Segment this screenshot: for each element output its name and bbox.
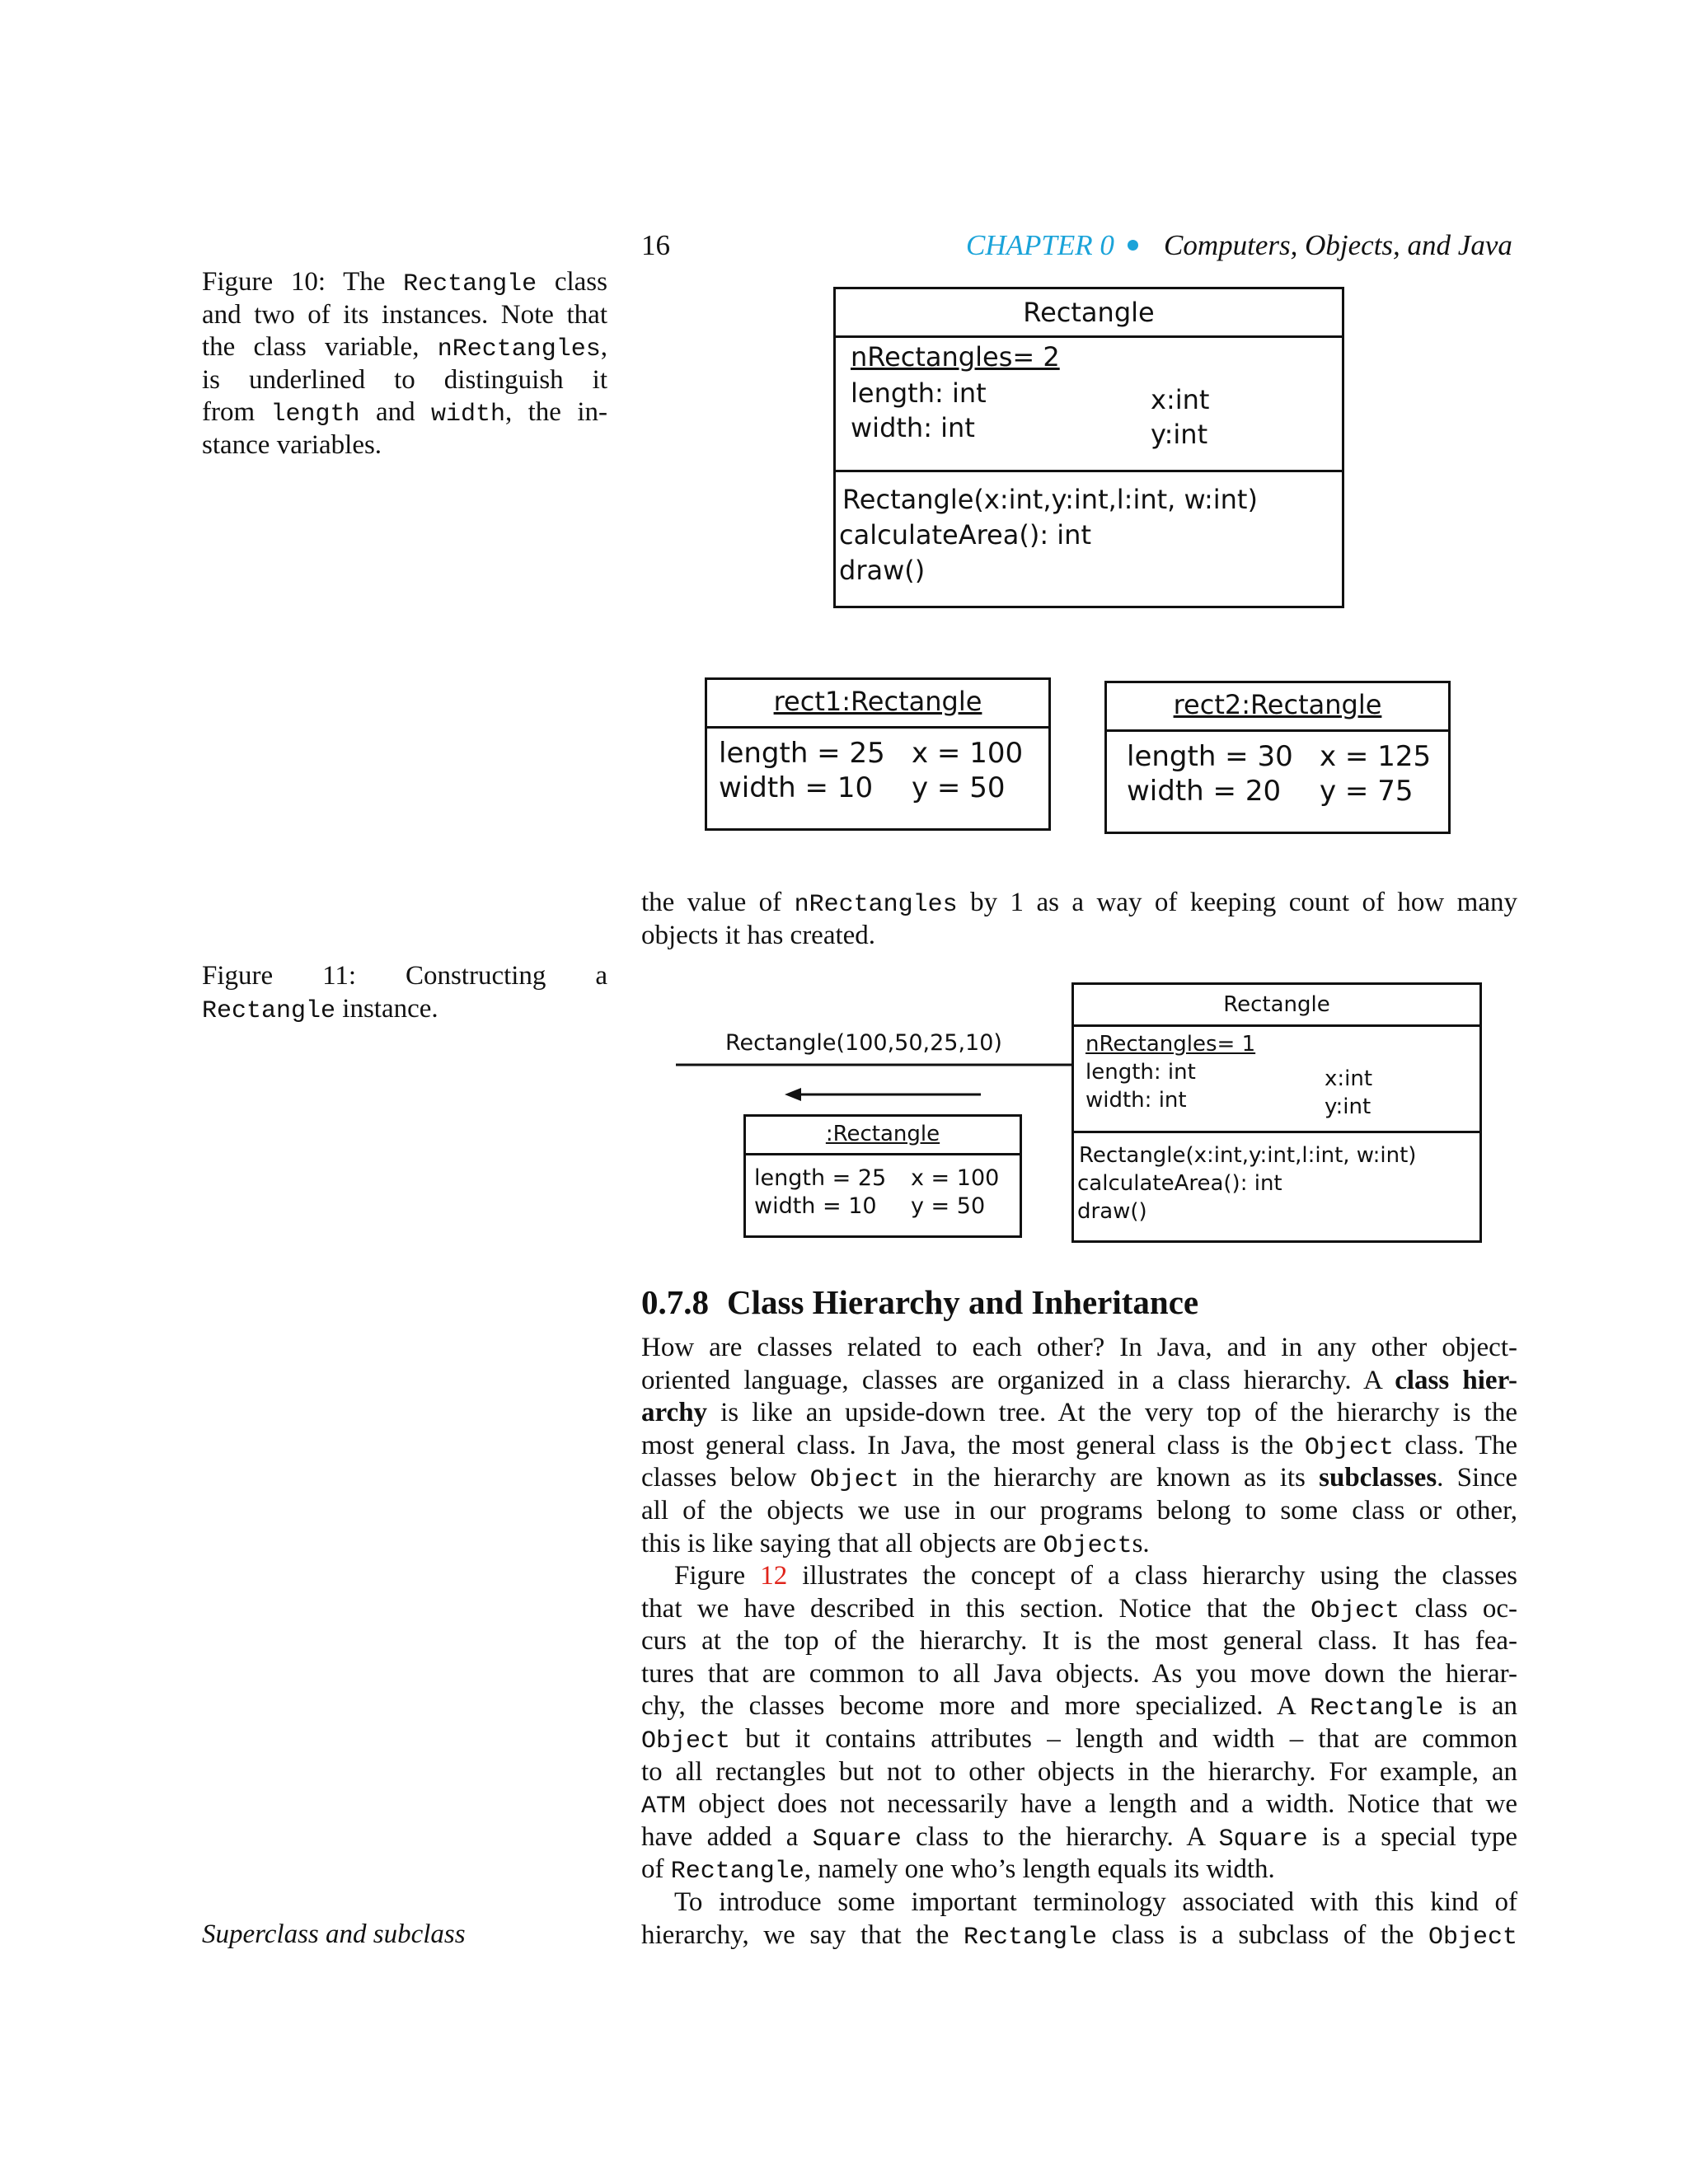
paragraph-terminology: To introduce some important terminology associated with this kind of hierarchy, we say that the Rectangle class is a subclass of the Object (641, 1887, 1517, 1952)
fig11-call-label: Rectangle(100,50,25,10) (725, 1030, 1002, 1056)
fig11-method-draw: draw() (1077, 1199, 1147, 1224)
fig10-attr-width: width: int (851, 412, 975, 443)
fig10-class-box (833, 287, 1344, 608)
fig11-attr-length: length: int (1085, 1060, 1196, 1085)
fig11-instance-y: y = 50 (911, 1193, 986, 1219)
rect1-width: width = 10 (719, 771, 874, 804)
fig11-method-area: calculateArea(): int (1077, 1171, 1282, 1196)
paragraph-figure12: Figure 12 illustrates the concept of a class hierarchy using the classes that we have described in this section. Notice that the Object class oc- curs at the top of the hierarchy. It is the most general class. It has fea- tures that are common to all Java objects. As you move down the hierar- chy, the classes become more and more specialized. A Rectangle is an Object but it contains attributes – length and width – that are common to all rectangles but not to other objects in the hierarchy. For example, an ATM object does not necessarily have a length and a width. Notice that we have added a Square class to the hierarchy. A Square is a special type of Rectangle, namely one who’s length equals its width. (641, 1561, 1518, 1886)
rect2-length: length = 30 (1127, 740, 1293, 773)
paragraph-class-hierarchy: How are classes related to each other? In Java, and in any other object- oriented language, classes are organized in a class hierarchy. A class hier- archy is like an upside-down tree. At the very top of the hierarchy is the most general class. In Java, the most general class is the Object class. The classes below Object in the hierarchy are known as its subclasses. Since all of the objects we use in our programs belong to some class or other, this is like saying that all objects are Objects. (641, 1333, 1518, 1560)
rect1-y: y = 50 (912, 771, 1006, 804)
fig10-attr-x: x:int (1151, 384, 1210, 415)
fig11-class-box (1071, 982, 1482, 1243)
rect1-x: x = 100 (912, 737, 1024, 770)
fig11-attr-width: width: int (1085, 1088, 1187, 1113)
margin-note-superclass: Superclass and subclass (202, 1919, 466, 1949)
fig11-attributes (1074, 1027, 1479, 1131)
fig10-method-constructor: Rectangle(x:int,y:int,l:int, w:int) (842, 484, 1258, 515)
rect2-width: width = 20 (1127, 775, 1282, 808)
fig11-attr-x: x:int (1325, 1066, 1373, 1091)
fig10-method-draw: draw() (839, 555, 926, 586)
fig10-static-attr: nRectangles= 2 (851, 341, 1060, 373)
section-number: 0.7.8 (641, 1283, 709, 1321)
fig11-instance-name: :Rectangle (825, 1122, 940, 1146)
chapter-label: CHAPTER 0 (966, 229, 1114, 261)
fig11-instance (743, 1114, 1022, 1238)
chapter-title: Computers, Objects, and Java (1164, 229, 1512, 261)
section-heading (641, 1282, 1198, 1322)
fig11-static-attr: nRectangles= 1 (1085, 1032, 1256, 1057)
fig10-attr-y: y:int (1151, 419, 1208, 450)
fig11-instance-length: length = 25 (754, 1165, 887, 1191)
fig10-instance-rect1 (705, 677, 1051, 831)
fig10-attributes (836, 338, 1342, 470)
fig11-arrows (659, 1022, 1088, 1104)
rect1-name: rect1:Rectangle (773, 686, 982, 717)
rect2-name: rect2:Rectangle (1173, 689, 1382, 720)
fig11-attr-y: y:int (1325, 1094, 1372, 1119)
figure10-caption: Figure 10: The Rectangle class and two of its instances. Note that the class variable, nRectangles, is underlined to distinguish it from length and width, the in- stance variables. (202, 267, 607, 460)
rect1-length: length = 25 (719, 737, 885, 770)
page-number: 16 (641, 229, 670, 261)
fig11-instance-x: x = 100 (911, 1165, 1000, 1191)
paragraph-nrectangles: the value of nRectangles by 1 as a way of keeping count of how many objects it has created. (641, 888, 1517, 950)
section-title: Class Hierarchy and Inheritance (727, 1283, 1199, 1321)
header-bullet-icon (1128, 240, 1138, 251)
fig11-method-constructor: Rectangle(x:int,y:int,l:int, w:int) (1079, 1143, 1417, 1168)
fig11-return-arrowhead-icon (785, 1088, 801, 1101)
figure11-caption: Figure 11: Constructing a Rectangle instance. (202, 961, 607, 1025)
fig10-instance-rect2 (1104, 681, 1451, 834)
fig11-class-name: Rectangle (1223, 992, 1330, 1017)
fig11-methods (1074, 1133, 1479, 1232)
fig11-instance-width: width = 10 (754, 1193, 877, 1219)
fig10-class-name: Rectangle (1023, 297, 1155, 328)
fig10-attr-length: length: int (851, 377, 987, 409)
fig10-method-area: calculateArea(): int (839, 519, 1091, 551)
rect2-x: x = 125 (1320, 740, 1432, 773)
fig10-methods (836, 472, 1342, 596)
rect2-y: y = 75 (1320, 775, 1414, 808)
figure12-link[interactable]: 12 (760, 1561, 788, 1591)
